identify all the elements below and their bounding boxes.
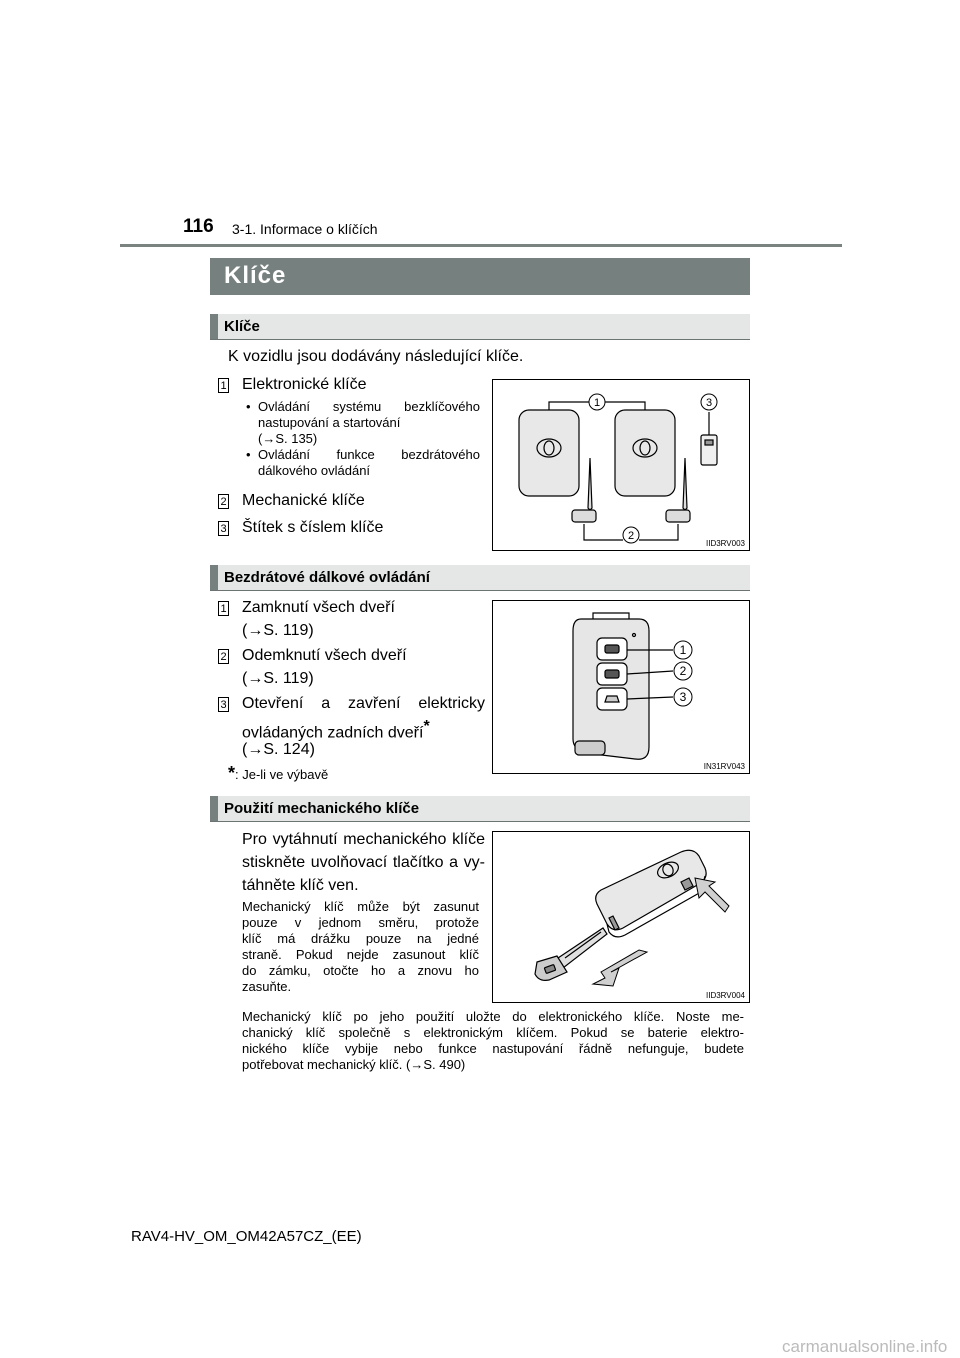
figure-label: 1: [679, 643, 687, 657]
item-number: 3: [218, 697, 229, 712]
footnote-mark: *: [423, 718, 430, 735]
note-line: chanický klíč společně s elektronickým klíčem. Pokud se baterie elektro-: [242, 1025, 744, 1040]
note-line: do zámku, otočte ho a znovu ho: [242, 963, 479, 978]
keys-intro: K vozidlu jsou dodávány následující klíče.: [228, 348, 524, 365]
item-number: 1: [218, 601, 229, 616]
section-heading-label: Klíče: [224, 318, 260, 335]
bullet-ref: (→S. 135): [258, 431, 318, 446]
paragraph-line: táhněte klíč ven.: [242, 877, 359, 894]
figure-label: 1: [593, 397, 601, 409]
footnote: [228, 763, 328, 784]
mechanical-note-2: [242, 1009, 744, 1073]
mechanical-note-1: [242, 899, 479, 995]
section-accent: [210, 796, 218, 821]
figure-label: 2: [679, 664, 687, 678]
page-number: 116: [183, 216, 214, 237]
section-heading-label: Použití mechanického klíče: [224, 800, 420, 817]
item-label: Elektronické klíče: [242, 376, 367, 393]
note-line: potřebovat mechanický klíč. (→S. 490): [242, 1057, 466, 1072]
item-label: Otevření a zavření elektricky: [242, 695, 485, 712]
bullet-line: • Ovládání systému bezklíčového: [258, 399, 480, 414]
footnote-text: : Je-li ve výbavě: [235, 767, 329, 782]
bullet-line: dálkového ovládání: [258, 463, 371, 478]
item-ref: (→S. 124): [242, 741, 315, 758]
item-label: Štítek s číslem klíče: [242, 519, 384, 536]
remote-illustration: [493, 601, 749, 773]
paragraph-line: stiskněte uvolňovací tlačítko a vy-: [242, 854, 485, 871]
bullet-line: • Ovládání funkce bezdrátového: [258, 447, 480, 462]
figure-label: 3: [705, 397, 713, 409]
section-accent: [210, 565, 218, 590]
figure-label: 3: [679, 690, 687, 704]
bullet-item: [246, 447, 480, 479]
note-line: nického klíče vybije nebo funkce nastupování řádně nefunguje, budete: [242, 1041, 744, 1056]
section-heading-label: Bezdrátové dálkové ovládání: [224, 569, 430, 586]
section-heading-remote: [210, 565, 750, 591]
figure-code: IN31RV043: [703, 762, 745, 771]
item-number: 1: [218, 378, 229, 393]
item-number: 2: [218, 649, 229, 664]
note-line: zasuňte.: [242, 979, 292, 994]
bullet-list: [246, 399, 480, 479]
note-line: Mechanický klíč může být zasunut: [242, 899, 479, 914]
figure-code: IID3RV003: [706, 539, 745, 548]
figure-mechanical-key: [492, 831, 750, 1003]
item-number: 2: [218, 494, 229, 509]
figure-label: 2: [627, 530, 635, 542]
mechanical-paragraph: [242, 828, 485, 897]
note-line: straně. Pokud nejde zasunout klíč: [242, 947, 479, 962]
page-title-bar: [210, 258, 750, 295]
section-accent: [210, 314, 218, 339]
footer-doc-code: RAV4-HV_OM_OM42A57CZ_(EE): [131, 1228, 362, 1245]
section-heading-keys: [210, 314, 750, 340]
figure-remote: [492, 600, 750, 774]
keys-illustration: [493, 380, 749, 550]
item-label: Odemknutí všech dveří: [242, 647, 407, 664]
item-ref: (→S. 119): [242, 670, 314, 687]
chapter-title: 3-1. Informace o klíčích: [232, 221, 378, 237]
bullet-item: [246, 399, 480, 447]
figure-keys: [492, 379, 750, 551]
note-line: pouze v jednom směru, protože: [242, 915, 479, 930]
item-ref: (→S. 119): [242, 622, 314, 639]
figure-code: IID3RV004: [706, 991, 745, 1000]
note-line: Mechanický klíč po jeho použití uložte do elektronického klíče. Noste me-: [242, 1009, 744, 1024]
watermark: carmanualsonline.info: [782, 1337, 948, 1356]
item-label: Mechanické klíče: [242, 492, 365, 509]
paragraph-line: Pro vytáhnutí mechanického klíče: [242, 831, 485, 848]
section-heading-mechanical: [210, 796, 750, 822]
header-divider: [120, 244, 842, 247]
item-number: 3: [218, 521, 229, 536]
page-title: Klíče: [224, 262, 287, 289]
bullet-line: nastupování a startování: [258, 415, 401, 430]
item-label: Zamknutí všech dveří: [242, 599, 395, 616]
footnote-asterisk: *: [228, 763, 236, 783]
note-line: klíč má drážku pouze na jedné: [242, 931, 479, 946]
mechanical-key-illustration: [493, 832, 749, 1002]
item-label-line: ovládaných zadních dveří: [242, 724, 424, 742]
